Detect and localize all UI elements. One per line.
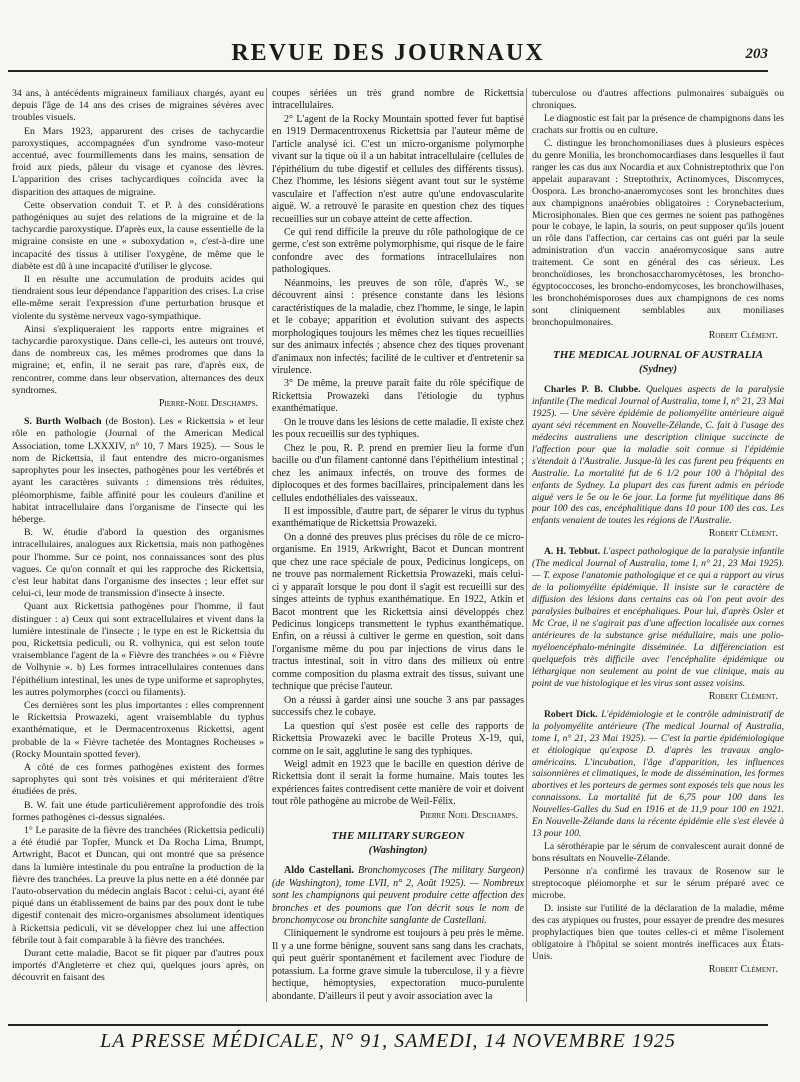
signature: Robert Clément. bbox=[708, 528, 778, 540]
paragraph: La question qui s'est posée est celle des rapports de Rickettsia Prowazeki avec le bacille Proteus X-19, qui, comme on le sait, agglutine le sang des typhiques. bbox=[272, 720, 524, 757]
paragraph: C. distingue les bronchomoniliases dues à plusieurs espèces du genre Monilia, les bronchomocardiases dans lesquelles il faut ranger les cas dus aux Nocardia et aux Cohnistreptothrix que l'on appelait auparavant : Streptothrix, Actinomyces, Discomyces, Oospora. Les broncho-anaeromycoses sont les bronchites dues aux champignons anaérobies obligatoires : Corynebacterium, Microsiphonales. Bien que ces germes ne soient pas pathogènes pour le cobaye, le lapin, la souris, on peut supposer qu'ils jouent un rôle dans l'affection, car certains cas ont guéri par la seule administration d'un vaccin anaéromycosique sans autre traitement. Ce sont en général des cas sérieux. Les bronchoïdioses, les bronchosaccharomycètoses, les broncho-égyptococcoses, les broncho-endomycoses, les bronchowilhases, les bronchohémisporoses dues aux champignons de ces noms sont cliniquement semblables aux moniliases bronchopulmonaires. bbox=[532, 137, 784, 329]
column-divider bbox=[526, 88, 527, 1002]
publication-line: LA PRESSE MÉDICALE, N° 91, SAMEDI, 14 NOVEMBRE 1925 bbox=[100, 1030, 676, 1052]
signature: Pierre-Noel Deschamps. bbox=[158, 398, 258, 410]
page-footer bbox=[8, 1024, 768, 1052]
article-reference: Bronchomycoses (The military Surgeon) (de Washington), tome LVII, n° 2, Août 1925). — Nombreux sont les champignons qui peuvent produire cette affection des bronches et des poumons que l'on décrit sous le nom de bronchomycose ou bronchite sanglante de Castellani. bbox=[272, 865, 524, 926]
article-author: Charles P. B. Clubbe. bbox=[544, 383, 641, 395]
paragraph: Cette observation conduit T. et P. à des considérations pathogéniques au sujet des relations de la migraine et de la tachycardie paroxystique. D'après eux, la cause essentielle de la migraine consiste en une « suboxydation », c'est-à-dire une incapacité des tissus à utiliser l'oxygène, de même que le diabète est dû à une incapacité d'utiliser le glycose. bbox=[12, 199, 264, 272]
paragraph: On a donné des preuves plus précises du rôle de ce micro-organisme. En 1919, Arkwright, Bacot et Duncan montrent que chez une race spéciale de poux, Pedicinus longiceps, on ne trouve pas normalement Rickettsia Prowazeki, mais celui-ci y apparaît lorsque le pou dont il s'agit est recueilli sur des singes atteints de typhus exanthématique. En 1922, Atkin et Bacot montrent que les Rickettsia ainsi développés chez Pedicinus longiceps transmettent le typhus exanthématique. Enfin, on a réussi à cultiver le germe en question, soit dans l'organisme même du pou par injections de virus dans le tractus intestinal, soit in vitro dans des milieux où entre comme composition du plasma extrait des tissus, suivant une technique que précise l'auteur. bbox=[272, 531, 524, 693]
paragraph: Quant aux Rickettsia pathogènes pour l'homme, il faut distinguer : a) Ceux qui sont extracellulaires et vivent dans la lumière intestinale de l'insecte ; le type en est le Rickettsia du pou, Rickettsia pediculi, ou R. volhynica, qui est selon toute vraisemblance l'agent de la « Fièvre des tranchées » ou « Fièvre de Volhynie ». b) Les formes intracellulaires contenues dans l'épithélium intestinal, les unes de type uniforme et saprophytes, les autres polymorphes (cocci ou filaments). bbox=[12, 601, 264, 698]
paragraph: Cliniquement le syndrome est toujours à peu près le même. Il y a une forme bénigne, souvent sans sang dans les crachats, qui peut guérir spontanément et facilement avec l'iodure de potassium. La forme grave simule la tuberculose, il y a fièvre hectique, hémoptysies, expectoration muco-purulente abondante. D'ailleurs il peut y avoir association avec la bbox=[272, 928, 524, 1002]
paragraph: 3° De même, la preuve paraît faite du rôle spécifique de Rickettsia Prowazeki dans l'étiologie du typhus exanthématique. bbox=[272, 378, 524, 415]
paragraph: B. W. étudie d'abord la question des organismes intracellulaires, analogues aux Rickettsia, mais non pathogènes pour l'homme. Sur ce point, nos connaissances sont des plus vagues. Ce qu'on connaît et qui les rapproche des Rickettsia, c'est leur habitat dans l'organisme des insectes ; leur effet sur celui-ci, leur mode de transmission d'insecte à insecte. bbox=[12, 527, 264, 600]
paragraph: On a réussi à garder ainsi une souche 3 ans par passages successifs chez le cobaye. bbox=[272, 694, 524, 719]
paragraph: 2° L'agent de la Rocky Mountain spotted fever fut baptisé en 1919 Dermacentroxenus Rickettsia par l'auteur même de l'article analysé ici. C'est un micro-organisme polymorphe vivant sur la tique où il a un habitat intracellulaire (cellules de l'épithélium du tube digestif et cellules des différents tissus). Chez l'homme, les lésions siègent avant tout sur le système vasculaire et l'affection n'est autre qu'une endovascularite aiguë. W. a retrouvé le parasite en question chez des tiques recueillies sur un cobaye atteint de cette affection. bbox=[272, 113, 524, 225]
paragraph: La sérothérapie par le sérum de convalescent aurait donné de bons résultats en Nouvelle-Zélande. bbox=[532, 841, 784, 865]
article-abstract bbox=[532, 546, 784, 689]
journal-title: THE MEDICAL JOURNAL OF AUSTRALIA bbox=[552, 349, 764, 362]
paragraph: En Mars 1923, apparurent des crises de tachycardie paroxystiques, accompagnées d'un syndrome vaso-moteur accentué, avec fourmillements dans les mains, sensation de froid aux pieds, pâleur du visage et cyanose des lèvres. L'apparition des crises tachycardiques coïncida avec la disparition des attaques de migraine. bbox=[12, 125, 264, 198]
page-header bbox=[8, 40, 768, 72]
paragraph: Personne n'a confirmé les travaux de Rosenow sur le streptocoque pléiomorphe et sur le sérum préparé avec ce microbe. bbox=[532, 866, 784, 901]
paragraph: tuberculose ou d'autres affections pulmonaires subaiguës ou chroniques. bbox=[532, 88, 784, 111]
paragraph: On le trouve dans les lésions de cette maladie. Il existe chez les poux recueillis sur des typhiques. bbox=[272, 416, 524, 441]
paragraph: Chez le pou, R. P. prend en premier lieu la forme d'un bacille ou d'un filament cantonné dans l'épithélium intestinal ; chez les animaux infectés, on trouve des formes de diplocoques et des formes bacillaires, principalement dans les cellules endothéliales des vaisseaux. bbox=[272, 442, 524, 504]
article-reference: (de Boston). Les « Rickettsia » et leur rôle en pathologie (Journal of the American Medical Association, tome LXXXIV, n° 10, 7 Mars 1925). — Sous le nom de Rickettsia, il faut entendre des micro-organismes saprophytes pour les insectes, pathogènes pour les vertébrés et ayant les caractères suivants : dimensions très réduites, pléomorphisme, faible affinité pour les couleurs d'aniline et habitat intracellulaire dans l'organisme de l'insecte qui les héberge. bbox=[12, 416, 264, 525]
paragraph: Durant cette maladie, Bacot se fit piquer par d'autres poux importés d'Angleterre et chez qui, quelques jours après, on découvrit en faisant des bbox=[12, 948, 264, 984]
page-number: 203 bbox=[745, 46, 768, 62]
signature: Pierre Noel Deschamps. bbox=[419, 809, 518, 821]
paragraph: B. W. fait une étude particulièrement approfondie des trois formes pathogènes ci-dessus signalées. bbox=[12, 799, 264, 823]
paragraph: Ces dernières sont les plus importantes : elles comprennent le Rickettsia Prowazeki, agent vraisemblable du typhus exanthématique, et le Dermacentroxenus Rickettsi, agent probable de la « Fièvre tachetée des Montagnes Rocheuses » (Rocky Mountain spotted fever). bbox=[12, 699, 264, 760]
article-author: S. Burth Wolbach bbox=[24, 416, 102, 428]
journal-city: (Washington) bbox=[368, 844, 428, 856]
journal-title: THE MILITARY SURGEON bbox=[331, 830, 465, 843]
paragraph: Il en résulte une accumulation de produits acides qui tiendraient sous leur dépendance l'apparition des crises. La crise elle-même serait l'expression d'une perturbation brusque et violente du système nerveux vago-sympathique. bbox=[12, 274, 264, 322]
article-abstract bbox=[12, 416, 264, 526]
article-reference: L'épidémiologie et le contrôle administratif de la polyomyélite antérieure (The medical Journal of Australia, tome I, n° 21, 23 Mai 1925). — C'est la partie épidémiologique et étiologique qu'expose D. d'après les travaux anglo-américains. L'incubation, l'âge d'apparition, les influences saisonnières et climatiques, le mode de dissémination, les formes abortives et les porteurs de germes sont exposés tels que nous les connaissons. La mortalité fut de 6,75 pour 100 dans les Nouvelles-Galles du Sud en 1916 et de 11,9 pour 100 en 1921. En Nouvelle-Zélande dans la récente épidémie elle s'est élevée à 13 pour 100. bbox=[532, 708, 784, 840]
running-title: REVUE DES JOURNAUX bbox=[231, 40, 545, 66]
paragraph: Weigl admit en 1923 que le bacille en question dérive de Rickettsia dont il serait la forme humaine. Mais toutes les expériences faites contredisent cette manière de voir et doivent tout rôle pathogène au microbe de Weil-Félix. bbox=[272, 759, 524, 808]
journal-city: (Sydney) bbox=[639, 363, 677, 375]
column-3 bbox=[532, 88, 784, 1008]
paragraph: 1° Le parasite de la fièvre des tranchées (Rickettsia pediculi) a été étudié par Topfer, Munck et Da Rocha Lima, Brumpt, Artwright, Bacot et Duncan, qui ont montré que sa présence dans la lumière intestinale du pou entraîne la production de la fièvre des tranchées. La preuve la plus nette en a été donnée par l'auto-observation du médecin anglais Bacot : celui-ci, ayant été piqué dans un établissement de bains par des poux dont le tube digestif contenait des micro-organismes absolument identiques à Rickettsia pediculi, vit se développer chez lui une affection fébrile tout à fait comparable à la fièvre des tranchées. bbox=[12, 824, 264, 946]
paragraph: Néanmoins, les preuves de son rôle, d'après W., se découvrent ainsi : présence constante dans les lésions caractéristiques de la maladie, chez l'homme, le singe, le lapin et le cobaye; apparition et évolution suivant des aspects morphologiques toujours les mêmes chez les tiques recueillies sur des animaux infectés ; absence chez des tiques provenant d'animaux non infectés; facilité de le cultiver et d'entretenir sa virulence. bbox=[272, 277, 524, 376]
article-author: A. H. Tebbut. bbox=[544, 546, 601, 558]
article-reference: Quelques aspects de la paralysie infantile (The medical Journal of Australia, tome I, n° 21, 23 Mai 1925). — Une sévère épidémie de poliomyélite antérieure aiguë ayant sévi récemment en Nouvelle-Zélande, C. fait à l'usage des médecins australiens une description clinique succincte de l'affection pour que la maladie soit connue si l'épidémie s'étendait à l'Australie. Jusque-là les cas furent peu fréquents en Australie. La mortalité fut de 6 1/2 pour 100 à l'hôpital des enfants de Sydney. La plupart des cas furent admis en période aiguë vers le 5e ou le 6e jour. La forme fut myélitique dans 86 pour 100 des cas, encéphalitique dans 10 pour 100 des cas. Les enfants venaient de toutes les régions de l'Australie. bbox=[532, 383, 784, 527]
article-reference: L'aspect pathologique de la paralysie infantile (The medical Journal of Australia, tome I, n° 21, 23 Mai 1925). — T. expose l'anatomie pathologique et ce qui a rapport au virus de la poliomyélite épidémique. Il insiste sur le caractère de diffusion des lésions dans certains cas où l'on peut avoir des paralysies bulbaires et encéphaliques. Pour lui, d'après Osler et Mc Crae, il ne s'agirait pas d'une affection localisée aux cornes antérieures de la substance grise médullaire, mais une polio-myéloencéphalo-méningite disséminée. La différenciation est quelquefois très difficile avec l'encéphalite épidémique ou léthargique non seulement au point de vue clinique, mais au point de vue histologique et les virus sont assez voisins. bbox=[532, 546, 784, 689]
paragraph: D. insiste sur l'utilité de la déclaration de la maladie, même des cas atypiques ou frustes, pour essayer de prendre des mesures prophylactiques bien que toutes celles-ci et même l'isolement obligatoire à l'hôpital se soient montrés inefficaces aux États-Unis. bbox=[532, 902, 784, 962]
article-abstract bbox=[532, 709, 784, 840]
article-abstract bbox=[532, 384, 784, 527]
paragraph: Ainsi s'expliqueraient les rapports entre migraines et tachycardie paroxystique. Dans celle-ci, les auteurs ont trouvé, dans de nombreux cas, les mêmes prodromes que dans la migraine; et, enfin, il ne serait pas rare, d'après eux, de rencontrer, comme dans leur observation, alternances des deux syndromes. bbox=[12, 323, 264, 396]
column-1 bbox=[12, 88, 264, 1008]
column-divider bbox=[266, 88, 267, 1002]
paragraph: A côté de ces formes pathogènes existent des formes saprophytes qui sont très voisines et qui mériteraient d'être étudiées de près. bbox=[12, 761, 264, 798]
article-author: Robert Dick. bbox=[544, 708, 598, 720]
signature: Robert Clément. bbox=[708, 330, 778, 342]
paragraph: 34 ans, à antécédents migraineux familiaux chargés, ayant eu depuis l'âge de 14 ans des crises de migraines sévères avec troubles visuels. bbox=[12, 88, 264, 124]
column-2 bbox=[272, 88, 524, 1008]
paragraph: Le diagnostic est fait par la présence de champignons dans les crachats sur frottis ou en culture. bbox=[532, 112, 784, 136]
paragraph: coupes sériées un très grand nombre de Rickettsia intracellulaires. bbox=[272, 88, 524, 112]
signature: Robert Clément. bbox=[708, 963, 778, 975]
paragraph: Il est impossible, d'autre part, de séparer le virus du typhus exanthématique de Rickettsia Prowazeki. bbox=[272, 505, 524, 530]
article-author: Aldo Castellani. bbox=[284, 865, 354, 877]
signature: Robert Clément. bbox=[708, 690, 778, 702]
article-abstract bbox=[272, 865, 524, 927]
paragraph: Ce qui rend difficile la preuve du rôle pathologique de ce germe, c'est son extrême polymorphisme, qui risque de le faire confondre avec des formations intracellulaires non pathologiques. bbox=[272, 226, 524, 276]
